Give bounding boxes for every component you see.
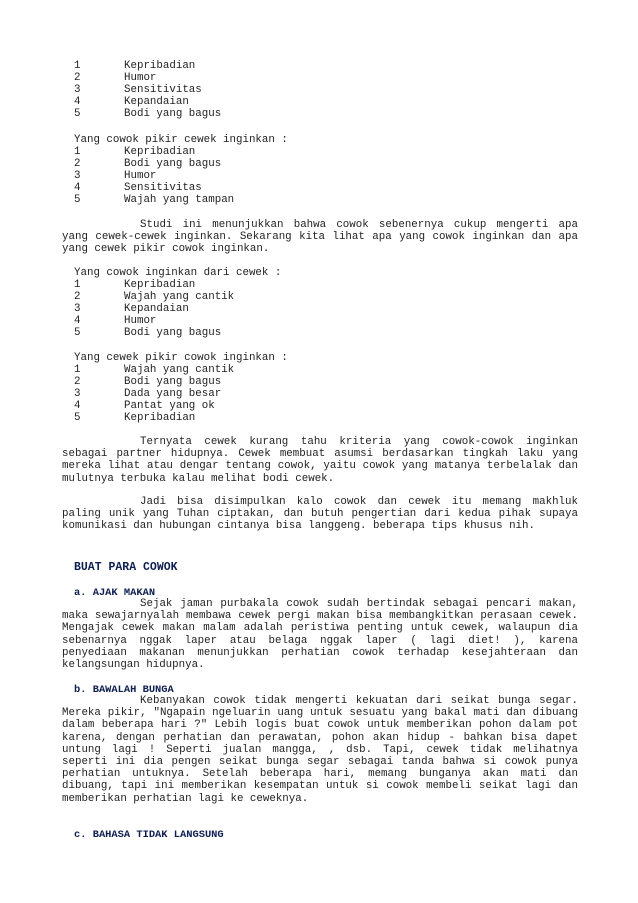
- section-title: BUAT PARA COWOK: [74, 561, 178, 574]
- list-item: 5 Bodi yang bagus: [74, 108, 222, 120]
- paragraph: Studi ini menunjukkan bahwa cowok sebenernya cukup mengerti apa yang cewek-cewek inginkan. Sekarang kita lihat apa yang cowok inginkan dan apa yang cewek pikir cowok inginkan.: [62, 219, 578, 256]
- list-item: 5 Kepribadian: [74, 412, 196, 424]
- list-item: 3 Kepandaian: [74, 303, 189, 315]
- ranking-list-3: [62, 279, 582, 339]
- subsection-title: b. BAWALAH BUNGA: [74, 684, 174, 696]
- ranking-list-4: [62, 364, 582, 424]
- list-heading: Yang cowok inginkan dari cewek :: [74, 267, 282, 279]
- list-item: 3 Humor: [74, 170, 157, 182]
- list-item: 1 Kepribadian: [74, 279, 196, 291]
- list-item: 4 Pantat yang ok: [74, 400, 215, 412]
- list-item: 1 Kepribadian: [74, 60, 196, 72]
- list-heading: Yang cewek pikir cowok inginkan :: [74, 352, 288, 364]
- list-item: 2 Wajah yang cantik: [74, 291, 235, 303]
- paragraph: Jadi bisa disimpulkan kalo cowok dan cewek itu memang makhluk paling unik yang Tuhan ciptakan, dan butuh pengertian dari kedua pihak supaya komunikasi dan hubungan cintanya bisa langgeng. beberapa tips khusus nih.: [62, 496, 578, 533]
- list-item: 1 Wajah yang cantik: [74, 364, 235, 376]
- list-item: 1 Kepribadian: [74, 146, 196, 158]
- ranking-list-1: [62, 60, 582, 120]
- list-item: 3 Dada yang besar: [74, 388, 222, 400]
- list-item: 4 Humor: [74, 315, 157, 327]
- list-item: 5 Bodi yang bagus: [74, 327, 222, 339]
- list-heading: Yang cowok pikir cewek inginkan :: [74, 134, 288, 146]
- list-item: 5 Wajah yang tampan: [74, 194, 235, 206]
- subsection-title: c. BAHASA TIDAK LANGSUNG: [74, 829, 224, 841]
- list-item: 3 Sensitivitas: [74, 84, 202, 96]
- list-item: 2 Bodi yang bagus: [74, 376, 222, 388]
- list-item: 4 Sensitivitas: [74, 182, 202, 194]
- paragraph: Sejak jaman purbakala cowok sudah bertindak sebagai pencari makan, maka sewajarnyalah membawa cewek pergi makan bisa membangkitkan perasaan cewek. Mengajak cewek makan malam adalah peristiwa penting untuk cewek, walaupun dia sebenarnya nggak laper atau belaga nggak laper ( lagi diet! ), karena penyediaan makanan menunjukkan perhatian cowok terhadap kesejahteraan dan kelangsungan hidupnya.: [62, 598, 578, 672]
- subsection-title: a. AJAK MAKAN: [74, 587, 156, 599]
- list-item: 2 Humor: [74, 72, 157, 84]
- list-item: 4 Kepandaian: [74, 96, 189, 108]
- paragraph: Kebanyakan cowok tidak mengerti kekuatan dari seikat bunga segar. Mereka pikir, "Ngapain ngeluarin uang untuk sesuatu yang bakal mati dan dibuang dalam beberapa hari ?" Lebih logis buat cowok untuk memberikan pohon dalam pot karena, dengan perhatian dan perawatan, pohon akan hidup - bahkan bisa dapet untung lagi ! Seperti jualan mangga, , dsb. Tapi, cewek tidak melihatnya seperti ini dia pengen seikat bunga segar sebagai tanda bahwa si cowok punya perhatian untuknya. Setelah beberapa hari, memang bunganya akan mati dan dibuang, tapi ini memberikan kesempatan untuk si cowok membeli seikat lagi dan memberikan perhatian lagi ke ceweknya.: [62, 695, 578, 805]
- ranking-list-2: [62, 146, 582, 206]
- list-item: 2 Bodi yang bagus: [74, 158, 222, 170]
- paragraph: Ternyata cewek kurang tahu kriteria yang cowok-cowok inginkan sebagai partner hidupnya. Cewek membuat asumsi berdasarkan tingkah laku yang mereka lihat atau dengar tentang cowok, yaitu cowok yang matanya terbelalak dan mulutnya terbuka kalau melihat bodi cewek.: [62, 436, 578, 485]
